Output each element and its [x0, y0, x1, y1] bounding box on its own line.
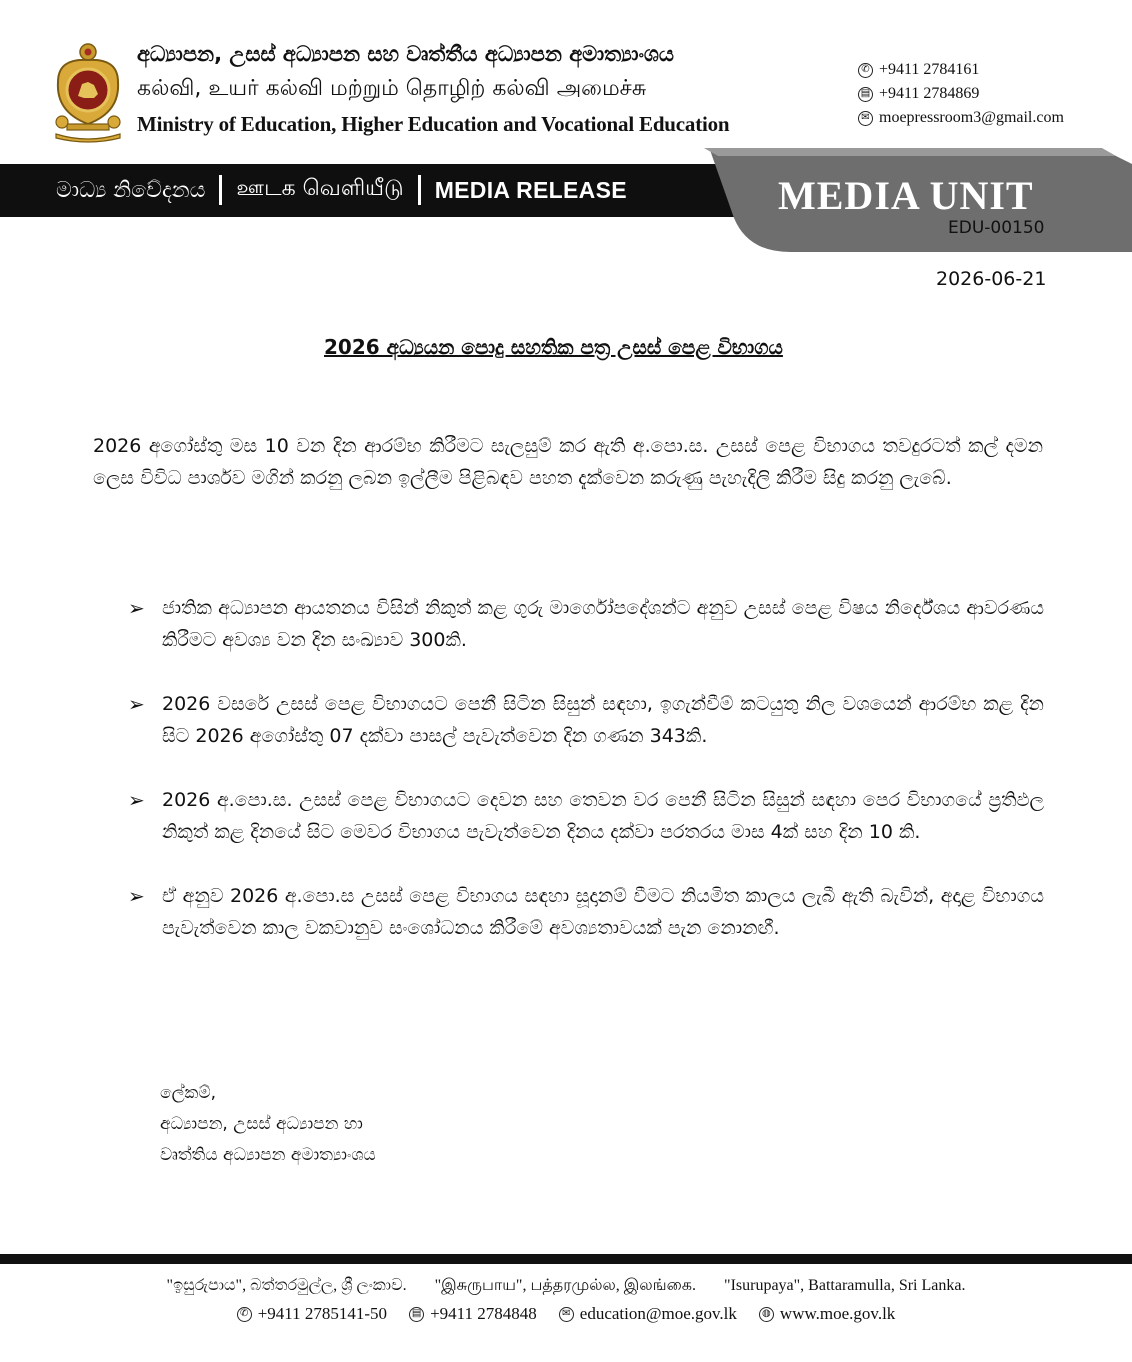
bullet-text: ඒ අනුව 2026 අ.පො.ස උසස් පෙළ විභාගය සඳහා සූදානම් වීමට නියමිත කාලය ලැබී ඇති බැවින්, අදාළ විභාගය පැවැත්වෙන කාල වකවානුව සංශෝධනය කිරීමේ අවශ්‍යතාවයක් පැන නොනඟී.: [162, 885, 1044, 939]
footer-website[interactable]: www.moe.gov.lk: [779, 1304, 896, 1323]
footer-contacts: [0, 1304, 1132, 1324]
banner-tamil: ஊடக வெளியீடு: [236, 176, 404, 201]
document-code: EDU-00150: [948, 218, 1045, 238]
header-fax: +9411 2784869: [879, 85, 980, 102]
phone-icon: ✆: [237, 1307, 252, 1322]
list-item: [128, 784, 1044, 848]
signature-ministry-line1: අධ්‍යාපන, උසස් අධ්‍යාපන හා: [160, 1114, 363, 1134]
banner-english: MEDIA RELEASE: [434, 176, 627, 203]
signature-block: [160, 1078, 376, 1171]
footer-email[interactable]: education@moe.gov.lk: [579, 1304, 737, 1323]
list-item: [128, 880, 1044, 944]
footer-address-english: "Isurupaya", Battaramulla, Sri Lanka.: [724, 1277, 966, 1294]
signature-title: ලේකම්,: [160, 1083, 216, 1103]
arrow-bullet-icon: ➢: [128, 788, 145, 812]
header-email: moepressroom3@gmail.com: [879, 109, 1064, 126]
header-contacts: [858, 58, 1064, 130]
banner-labels: [56, 175, 627, 205]
media-unit-label: MEDIA UNIT: [778, 173, 1034, 218]
bullet-text: 2026 අ.පො.ස. උසස් පෙළ විභාගයට දෙවන සහ තෙවන වර පෙනී සිටින සිසුන් සඳහා පෙර විභාගයේ ප්‍රතිඵල නිකුත් කළ දිනයේ සිට මෙවර විභාගය පැවැත්වෙන දිනය දක්වා පරතරය මාස 4ක් සහ දින 10 කි.: [162, 789, 1044, 843]
banner-separator: [219, 175, 222, 205]
banner-sinhala: මාධ්‍ය නිවේදනය: [56, 177, 206, 203]
email-icon: ✉: [559, 1307, 574, 1322]
footer-address-tamil: "இசுருபாய", பத்தரமுல்ல, இலங்கை.: [434, 1277, 697, 1294]
bullet-text: 2026 වසරේ උසස් පෙළ විභාගයට පෙනී සිටින සිසුන් සඳහා, ඉගැන්වීම් කටයුතු නිල වශයෙන් ආරම්භ කළ දින සිට 2026 අගෝස්තු 07 දක්වා පාසල් පැවැත්වෙන දින ගණන 343කි.: [162, 693, 1044, 747]
release-date: 2026-06-21: [936, 268, 1047, 290]
fax-icon: ▤: [858, 87, 873, 102]
globe-icon: ◍: [759, 1307, 774, 1322]
header-phone: +9411 2784161: [879, 61, 980, 78]
bullet-list: [128, 592, 1044, 976]
footer-phone: +9411 2785141-50: [257, 1304, 388, 1323]
bullet-text: ජාතික අධ්‍යාපන ආයතනය විසින් නිකුත් කළ ගුරු මාර්ගෝපදේශන්ට අනුව උසස් පෙළ විෂය නිර්දේශය ආවරණය කිරීමට අවශ්‍ය වන දින සංඛ්‍යාව 300කි.: [162, 597, 1044, 651]
ministry-name-sinhala: අධ්‍යාපන, උසස් අධ්‍යාපන සහ වෘත්තීය අධ්‍යාපන අමාත්‍යාංශය: [137, 42, 675, 66]
footer-address-sinhala: "ඉසුරුපාය", බත්තරමුල්ල, ශ්‍රී ලංකාව.: [166, 1277, 407, 1294]
government-emblem: [50, 38, 126, 144]
footer-fax: +9411 2784848: [430, 1304, 537, 1323]
arrow-bullet-icon: ➢: [128, 596, 145, 620]
email-icon: ✉: [858, 111, 873, 126]
list-item: [128, 592, 1044, 656]
fax-icon: ▤: [409, 1307, 424, 1322]
footer-divider: [0, 1254, 1132, 1264]
phone-icon: ✆: [858, 63, 873, 78]
release-title: 2026 අධ්‍යයන පොදු සහතික පත්‍ර උසස් පෙළ විභාගය: [324, 335, 783, 359]
ministry-name-english: Ministry of Education, Higher Education and Vocational Education: [137, 112, 730, 136]
arrow-bullet-icon: ➢: [128, 692, 145, 716]
signature-ministry-line2: වෘත්තිය අධ්‍යාපන අමාත්‍යාංශය: [160, 1145, 376, 1165]
banner-separator: [418, 175, 421, 205]
intro-paragraph: 2026 අගෝස්තු මස 10 වන දින ආරම්භ කිරීමට සැලසුම් කර ඇති අ.පො.ස. උසස් පෙළ විභාගය තවදුරටත් කල් දමන ලෙස විවිධ පාර්ශව මගින් කරනු ලබන ඉල්ලීම පිළිබඳව පහත දැක්වෙන කරුණු පැහැදිලි කිරීම සිදු කරනු ලැබේ.: [93, 435, 1043, 489]
list-item: [128, 688, 1044, 752]
arrow-bullet-icon: ➢: [128, 884, 145, 908]
ministry-name-tamil: கல்வி, உயர் கல்வி மற்றும் தொழிற் கல்வி அமைச்சு: [137, 76, 647, 101]
footer-address: [0, 1276, 1132, 1296]
